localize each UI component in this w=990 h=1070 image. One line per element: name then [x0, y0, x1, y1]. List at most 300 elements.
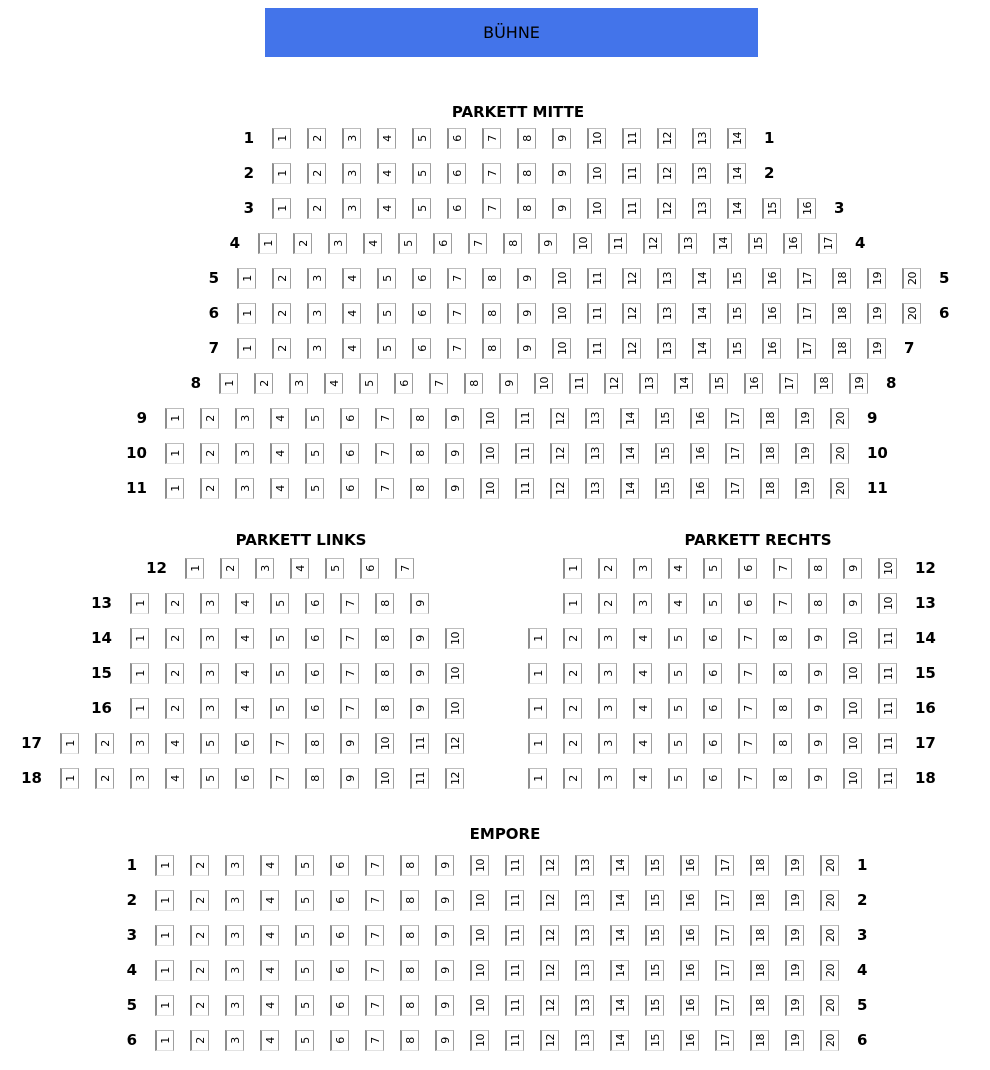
seat[interactable] — [692, 163, 711, 184]
seat[interactable] — [587, 198, 606, 219]
seat[interactable] — [820, 960, 839, 981]
seat[interactable] — [517, 268, 536, 289]
seat[interactable] — [703, 663, 722, 684]
seat[interactable] — [538, 233, 557, 254]
seat[interactable] — [435, 890, 454, 911]
seat[interactable] — [410, 408, 429, 429]
seat[interactable] — [867, 303, 886, 324]
seat[interactable] — [762, 268, 781, 289]
seat[interactable] — [412, 338, 431, 359]
seat[interactable] — [165, 478, 184, 499]
seat[interactable] — [225, 855, 244, 876]
seat[interactable] — [727, 338, 746, 359]
seat[interactable] — [400, 925, 419, 946]
seat[interactable] — [598, 768, 617, 789]
seat[interactable] — [715, 855, 734, 876]
seat[interactable] — [575, 1030, 594, 1051]
seat[interactable] — [633, 768, 652, 789]
seat[interactable] — [445, 478, 464, 499]
seat[interactable] — [540, 960, 559, 981]
seat[interactable] — [200, 408, 219, 429]
seat[interactable] — [773, 628, 792, 649]
seat[interactable] — [155, 890, 174, 911]
seat[interactable] — [237, 268, 256, 289]
seat[interactable] — [585, 443, 604, 464]
seat[interactable] — [260, 890, 279, 911]
seat[interactable] — [773, 768, 792, 789]
seat[interactable] — [324, 373, 343, 394]
seat[interactable] — [573, 233, 592, 254]
seat[interactable] — [295, 995, 314, 1016]
seat[interactable] — [412, 303, 431, 324]
seat[interactable] — [773, 663, 792, 684]
seat[interactable] — [400, 1030, 419, 1051]
seat[interactable] — [783, 233, 802, 254]
seat[interactable] — [748, 233, 767, 254]
seat[interactable] — [190, 960, 209, 981]
seat[interactable] — [375, 443, 394, 464]
seat[interactable] — [690, 408, 709, 429]
seat[interactable] — [365, 925, 384, 946]
seat[interactable] — [375, 408, 394, 429]
seat[interactable] — [709, 373, 728, 394]
seat[interactable] — [528, 628, 547, 649]
seat[interactable] — [713, 233, 732, 254]
seat[interactable] — [342, 268, 361, 289]
seat[interactable] — [540, 925, 559, 946]
seat[interactable] — [820, 890, 839, 911]
seat[interactable] — [878, 558, 897, 579]
seat[interactable] — [703, 558, 722, 579]
seat[interactable] — [610, 925, 629, 946]
seat[interactable] — [552, 303, 571, 324]
seat[interactable] — [715, 890, 734, 911]
seat[interactable] — [738, 593, 757, 614]
seat[interactable] — [412, 163, 431, 184]
seat[interactable] — [633, 733, 652, 754]
seat[interactable] — [482, 338, 501, 359]
seat[interactable] — [307, 163, 326, 184]
seat[interactable] — [843, 558, 862, 579]
seat[interactable] — [657, 198, 676, 219]
seat[interactable] — [468, 233, 487, 254]
seat[interactable] — [820, 1030, 839, 1051]
seat[interactable] — [622, 268, 641, 289]
seat[interactable] — [674, 373, 693, 394]
seat[interactable] — [540, 1030, 559, 1051]
seat[interactable] — [363, 233, 382, 254]
seat[interactable] — [587, 338, 606, 359]
seat[interactable] — [528, 698, 547, 719]
seat[interactable] — [219, 373, 238, 394]
seat[interactable] — [655, 478, 674, 499]
seat[interactable] — [447, 128, 466, 149]
seat[interactable] — [410, 443, 429, 464]
seat[interactable] — [563, 628, 582, 649]
seat[interactable] — [867, 268, 886, 289]
seat[interactable] — [365, 890, 384, 911]
seat[interactable] — [762, 198, 781, 219]
seat[interactable] — [540, 995, 559, 1016]
seat[interactable] — [505, 995, 524, 1016]
seat[interactable] — [400, 890, 419, 911]
seat[interactable] — [569, 373, 588, 394]
seat[interactable] — [738, 663, 757, 684]
seat[interactable] — [727, 198, 746, 219]
seat[interactable] — [225, 995, 244, 1016]
seat[interactable] — [563, 733, 582, 754]
seat[interactable] — [703, 768, 722, 789]
seat[interactable] — [690, 443, 709, 464]
seat[interactable] — [505, 925, 524, 946]
seat[interactable] — [587, 128, 606, 149]
seat[interactable] — [715, 1030, 734, 1051]
seat[interactable] — [657, 128, 676, 149]
seat[interactable] — [305, 478, 324, 499]
seat[interactable] — [377, 303, 396, 324]
seat[interactable] — [190, 855, 209, 876]
seat[interactable] — [225, 890, 244, 911]
seat[interactable] — [365, 960, 384, 981]
seat[interactable] — [190, 1030, 209, 1051]
seat[interactable] — [878, 698, 897, 719]
seat[interactable] — [832, 268, 851, 289]
seat[interactable] — [515, 443, 534, 464]
seat[interactable] — [433, 233, 452, 254]
seat[interactable] — [377, 128, 396, 149]
seat[interactable] — [563, 593, 582, 614]
seat[interactable] — [295, 925, 314, 946]
seat[interactable] — [902, 303, 921, 324]
seat[interactable] — [305, 443, 324, 464]
seat[interactable] — [552, 338, 571, 359]
seat[interactable] — [575, 890, 594, 911]
seat[interactable] — [270, 408, 289, 429]
seat[interactable] — [785, 995, 804, 1016]
seat[interactable] — [480, 443, 499, 464]
seat[interactable] — [412, 268, 431, 289]
seat[interactable] — [655, 408, 674, 429]
seat[interactable] — [795, 443, 814, 464]
seat[interactable] — [830, 478, 849, 499]
seat[interactable] — [657, 163, 676, 184]
seat[interactable] — [668, 733, 687, 754]
seat[interactable] — [575, 960, 594, 981]
seat[interactable] — [365, 995, 384, 1016]
seat[interactable] — [410, 478, 429, 499]
seat[interactable] — [715, 995, 734, 1016]
seat[interactable] — [295, 855, 314, 876]
seat[interactable] — [703, 733, 722, 754]
seat[interactable] — [482, 163, 501, 184]
seat[interactable] — [470, 855, 489, 876]
seat[interactable] — [377, 163, 396, 184]
seat[interactable] — [820, 995, 839, 1016]
seat[interactable] — [540, 855, 559, 876]
seat[interactable] — [377, 198, 396, 219]
seat[interactable] — [622, 303, 641, 324]
seat[interactable] — [307, 268, 326, 289]
seat[interactable] — [258, 233, 277, 254]
seat[interactable] — [505, 960, 524, 981]
seat[interactable] — [750, 890, 769, 911]
seat[interactable] — [155, 925, 174, 946]
seat[interactable] — [447, 163, 466, 184]
seat[interactable] — [272, 163, 291, 184]
seat[interactable] — [517, 163, 536, 184]
seat[interactable] — [645, 925, 664, 946]
seat[interactable] — [375, 478, 394, 499]
seat[interactable] — [843, 628, 862, 649]
seat[interactable] — [598, 663, 617, 684]
seat[interactable] — [668, 628, 687, 649]
seat[interactable] — [878, 768, 897, 789]
seat[interactable] — [237, 303, 256, 324]
seat[interactable] — [235, 408, 254, 429]
seat[interactable] — [727, 163, 746, 184]
seat[interactable] — [394, 373, 413, 394]
seat[interactable] — [690, 478, 709, 499]
seat[interactable] — [293, 233, 312, 254]
seat[interactable] — [225, 925, 244, 946]
seat[interactable] — [435, 1030, 454, 1051]
seat[interactable] — [785, 925, 804, 946]
seat[interactable] — [843, 733, 862, 754]
seat[interactable] — [190, 995, 209, 1016]
seat[interactable] — [645, 890, 664, 911]
seat[interactable] — [482, 303, 501, 324]
seat[interactable] — [797, 303, 816, 324]
seat[interactable] — [692, 303, 711, 324]
seat[interactable] — [237, 338, 256, 359]
seat[interactable] — [738, 733, 757, 754]
seat[interactable] — [470, 925, 489, 946]
seat[interactable] — [260, 1030, 279, 1051]
seat[interactable] — [830, 443, 849, 464]
seat[interactable] — [620, 478, 639, 499]
seat[interactable] — [598, 558, 617, 579]
seat[interactable] — [725, 408, 744, 429]
seat[interactable] — [633, 593, 652, 614]
seat[interactable] — [359, 373, 378, 394]
seat[interactable] — [563, 663, 582, 684]
seat[interactable] — [412, 128, 431, 149]
seat[interactable] — [727, 303, 746, 324]
seat[interactable] — [400, 995, 419, 1016]
seat[interactable] — [503, 233, 522, 254]
seat[interactable] — [633, 558, 652, 579]
seat[interactable] — [550, 443, 569, 464]
seat[interactable] — [785, 855, 804, 876]
seat[interactable] — [464, 373, 483, 394]
seat[interactable] — [225, 960, 244, 981]
seat[interactable] — [305, 408, 324, 429]
seat[interactable] — [668, 698, 687, 719]
seat[interactable] — [307, 303, 326, 324]
seat[interactable] — [517, 198, 536, 219]
seat[interactable] — [563, 698, 582, 719]
seat[interactable] — [622, 198, 641, 219]
seat[interactable] — [340, 408, 359, 429]
seat[interactable] — [342, 198, 361, 219]
seat[interactable] — [342, 303, 361, 324]
seat[interactable] — [750, 960, 769, 981]
seat[interactable] — [528, 733, 547, 754]
seat[interactable] — [470, 995, 489, 1016]
seat[interactable] — [235, 478, 254, 499]
seat[interactable] — [528, 768, 547, 789]
seat[interactable] — [482, 128, 501, 149]
seat[interactable] — [200, 478, 219, 499]
seat[interactable] — [622, 128, 641, 149]
seat[interactable] — [155, 1030, 174, 1051]
seat[interactable] — [254, 373, 273, 394]
seat[interactable] — [620, 443, 639, 464]
seat[interactable] — [447, 338, 466, 359]
seat[interactable] — [200, 443, 219, 464]
seat[interactable] — [342, 338, 361, 359]
seat[interactable] — [225, 1030, 244, 1051]
seat[interactable] — [598, 733, 617, 754]
seat[interactable] — [797, 338, 816, 359]
seat[interactable] — [633, 628, 652, 649]
seat[interactable] — [330, 855, 349, 876]
seat[interactable] — [657, 303, 676, 324]
seat[interactable] — [692, 198, 711, 219]
seat[interactable] — [878, 733, 897, 754]
seat[interactable] — [272, 198, 291, 219]
seat[interactable] — [744, 373, 763, 394]
seat[interactable] — [515, 478, 534, 499]
seat[interactable] — [773, 698, 792, 719]
seat[interactable] — [610, 890, 629, 911]
seat[interactable] — [773, 558, 792, 579]
seat[interactable] — [760, 408, 779, 429]
seat[interactable] — [517, 128, 536, 149]
seat[interactable] — [902, 268, 921, 289]
seat[interactable] — [470, 890, 489, 911]
seat[interactable] — [773, 593, 792, 614]
seat[interactable] — [727, 268, 746, 289]
seat[interactable] — [528, 663, 547, 684]
seat[interactable] — [272, 303, 291, 324]
seat[interactable] — [482, 268, 501, 289]
seat[interactable] — [795, 478, 814, 499]
seat[interactable] — [552, 128, 571, 149]
seat[interactable] — [797, 268, 816, 289]
seat[interactable] — [738, 558, 757, 579]
seat[interactable] — [645, 1030, 664, 1051]
seat[interactable] — [725, 443, 744, 464]
seat[interactable] — [400, 855, 419, 876]
seat[interactable] — [540, 890, 559, 911]
seat[interactable] — [820, 855, 839, 876]
seat[interactable] — [738, 628, 757, 649]
seat[interactable] — [678, 233, 697, 254]
seat[interactable] — [620, 408, 639, 429]
seat[interactable] — [270, 443, 289, 464]
seat[interactable] — [727, 128, 746, 149]
seat[interactable] — [289, 373, 308, 394]
seat[interactable] — [738, 698, 757, 719]
seat[interactable] — [645, 855, 664, 876]
seat[interactable] — [307, 128, 326, 149]
seat[interactable] — [610, 855, 629, 876]
seat[interactable] — [295, 960, 314, 981]
seat[interactable] — [412, 198, 431, 219]
seat[interactable] — [738, 768, 757, 789]
seat[interactable] — [878, 593, 897, 614]
seat[interactable] — [750, 1030, 769, 1051]
seat[interactable] — [260, 925, 279, 946]
seat[interactable] — [235, 443, 254, 464]
seat[interactable] — [680, 925, 699, 946]
seat[interactable] — [340, 443, 359, 464]
seat[interactable] — [725, 478, 744, 499]
seat[interactable] — [260, 960, 279, 981]
seat[interactable] — [668, 558, 687, 579]
seat[interactable] — [680, 1030, 699, 1051]
seat[interactable] — [190, 890, 209, 911]
seat[interactable] — [808, 733, 827, 754]
seat[interactable] — [340, 478, 359, 499]
seat[interactable] — [808, 593, 827, 614]
seat[interactable] — [703, 698, 722, 719]
seat[interactable] — [295, 1030, 314, 1051]
seat[interactable] — [365, 1030, 384, 1051]
seat[interactable] — [155, 960, 174, 981]
seat[interactable] — [330, 995, 349, 1016]
seat[interactable] — [330, 1030, 349, 1051]
seat[interactable] — [505, 855, 524, 876]
seat[interactable] — [260, 995, 279, 1016]
seat[interactable] — [668, 768, 687, 789]
seat[interactable] — [447, 303, 466, 324]
seat[interactable] — [435, 925, 454, 946]
seat[interactable] — [575, 995, 594, 1016]
seat[interactable] — [639, 373, 658, 394]
seat[interactable] — [587, 268, 606, 289]
seat[interactable] — [820, 925, 839, 946]
seat[interactable] — [692, 268, 711, 289]
seat[interactable] — [563, 768, 582, 789]
seat[interactable] — [843, 768, 862, 789]
seat[interactable] — [703, 628, 722, 649]
seat[interactable] — [645, 960, 664, 981]
seat[interactable] — [598, 628, 617, 649]
seat[interactable] — [633, 698, 652, 719]
seat[interactable] — [552, 198, 571, 219]
seat[interactable] — [657, 338, 676, 359]
seat[interactable] — [762, 338, 781, 359]
seat[interactable] — [534, 373, 553, 394]
seat[interactable] — [435, 995, 454, 1016]
seat[interactable] — [785, 1030, 804, 1051]
seat[interactable] — [843, 663, 862, 684]
seat[interactable] — [260, 855, 279, 876]
seat[interactable] — [645, 995, 664, 1016]
seat[interactable] — [760, 478, 779, 499]
seat[interactable] — [377, 268, 396, 289]
seat[interactable] — [505, 1030, 524, 1051]
seat[interactable] — [750, 855, 769, 876]
seat[interactable] — [272, 338, 291, 359]
seat[interactable] — [818, 233, 837, 254]
seat[interactable] — [330, 890, 349, 911]
seat[interactable] — [655, 443, 674, 464]
seat[interactable] — [563, 558, 582, 579]
seat[interactable] — [517, 338, 536, 359]
